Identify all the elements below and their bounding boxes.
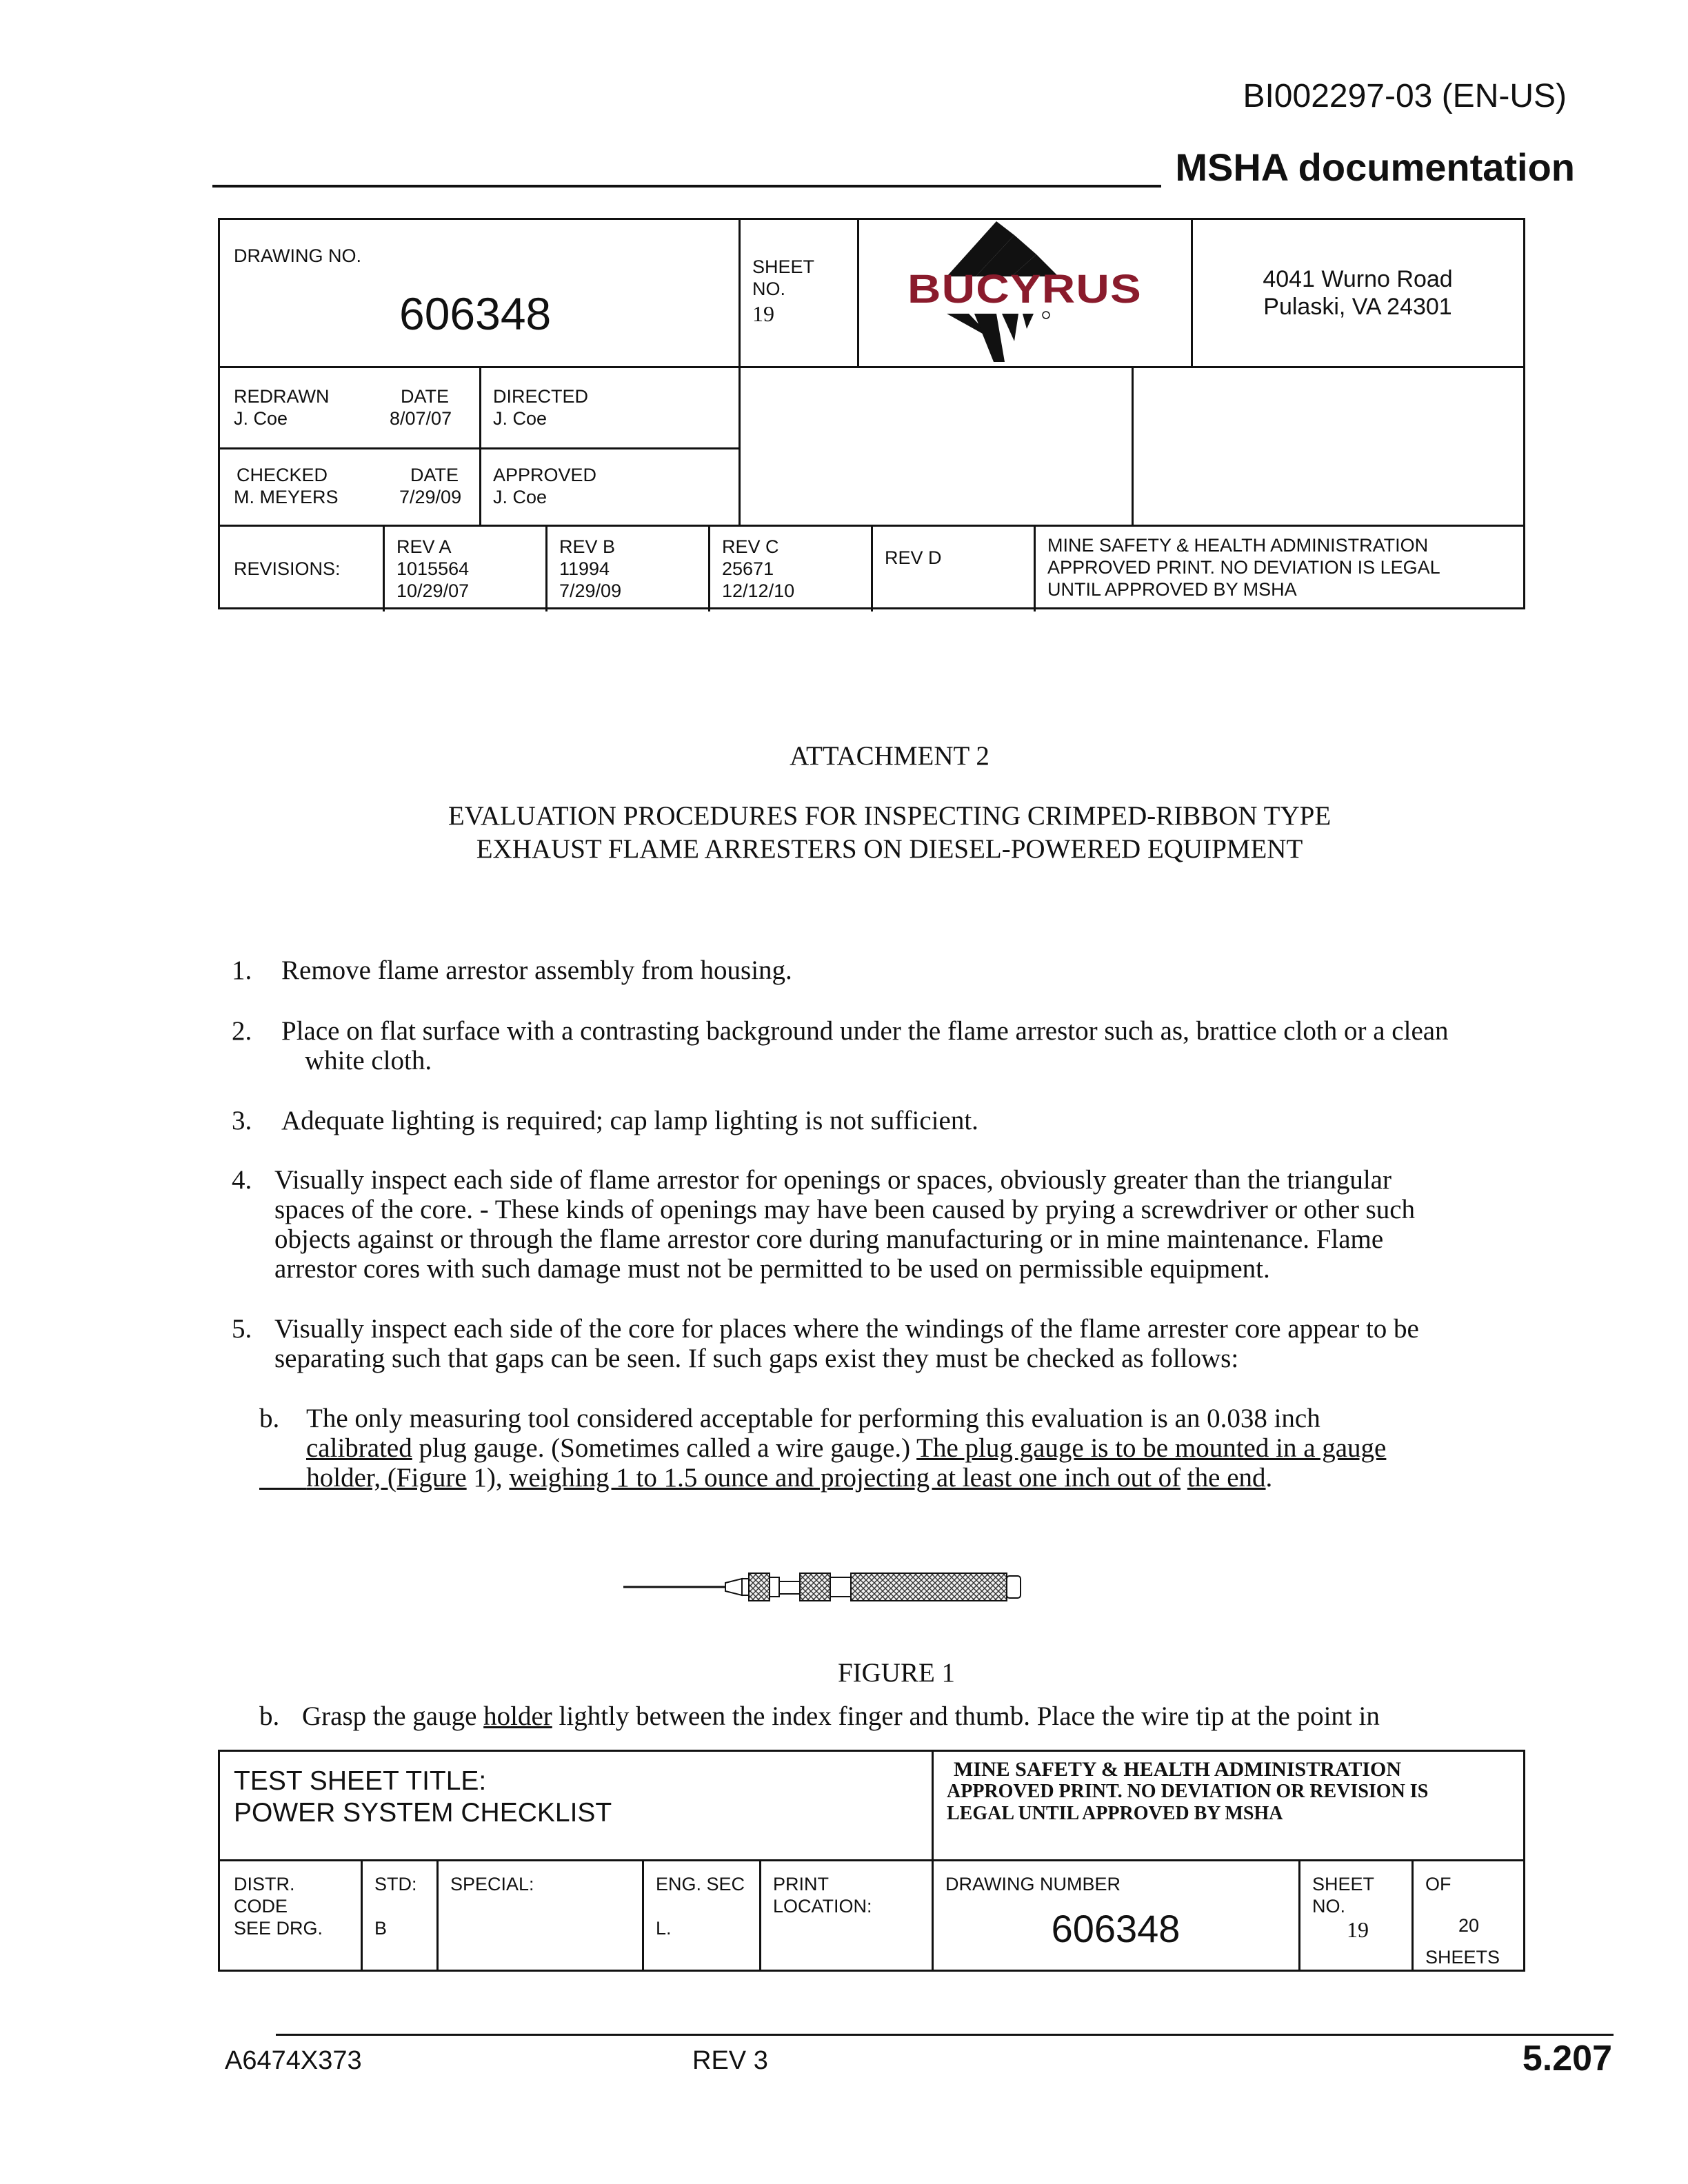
list-item-number: 3. — [232, 1106, 252, 1135]
rev-a-date: 10/29/07 — [396, 580, 470, 601]
msha-line-1: MINE SAFETY & HEALTH ADMINISTRATION — [954, 1758, 1401, 1781]
sheet-no-bottom-label-2: NO. — [1312, 1896, 1346, 1917]
sub-item-text — [1180, 1463, 1187, 1493]
underlined-text: holder — [483, 1701, 552, 1731]
attachment-title: ATTACHMENT 2 — [790, 741, 989, 771]
underlined-text: weighing 1 to 1.5 ounce and projecting at least one inch out of — [509, 1463, 1181, 1493]
list-item — [232, 1165, 1542, 1284]
of-value: 20 — [1458, 1915, 1480, 1936]
rev-a-number: 1015564 — [396, 558, 470, 579]
tb-line — [1298, 1859, 1300, 1970]
sub-item-text: lightly between the index finger and thumb. Place the wire tip at the point in — [552, 1701, 1380, 1731]
footer-part-number: A6474X373 — [225, 2046, 362, 2075]
tb-line — [1132, 366, 1134, 525]
list-item-text-line: Place on flat surface with a contrasting background under the flame arrestor such as, brattice cloth or a clean — [281, 1016, 1449, 1046]
page-number: 5.207 — [1522, 2039, 1612, 2079]
logo-text: BUCYRUS — [907, 267, 1142, 312]
logo-mark-icon — [858, 220, 1191, 366]
msha-note-line-3: UNTIL APPROVED BY MSHA — [1047, 579, 1297, 600]
list-item-text-line: objects against or through the flame arrestor core during manufacturing or in mine maintenance. Flame — [274, 1224, 1384, 1254]
list-item-number: 4. — [232, 1165, 252, 1195]
tb-line — [1411, 1859, 1414, 1970]
figure-caption: FIGURE 1 — [837, 1658, 956, 1688]
sub-item-line — [259, 1463, 1542, 1493]
sub-item-letter: b. — [259, 1701, 280, 1731]
drawing-no-label: DRAWING NO. — [234, 245, 361, 266]
sub-item-text: Grasp the gauge — [302, 1701, 484, 1731]
msha-note — [1047, 534, 1440, 600]
sheet-no-bottom — [1312, 1873, 1374, 1917]
tb-line — [738, 220, 741, 525]
sheet-no-label-1: SHEET — [752, 256, 815, 277]
msha-line-2: APPROVED PRINT. NO DEVIATION OR REVISION IS — [947, 1781, 1429, 1802]
sheet-no-bottom-value: 19 — [1347, 1917, 1369, 1942]
section-title: MSHA documentation — [1175, 145, 1575, 189]
redrawn-date-label: DATE — [401, 386, 450, 407]
sub-item-text: . — [1265, 1463, 1273, 1493]
checked-label: CHECKED — [237, 465, 328, 485]
address — [1192, 265, 1523, 321]
distr-label-2: CODE — [234, 1896, 288, 1917]
drawing-number-value: 606348 — [1051, 1907, 1180, 1950]
list-item — [232, 1314, 1542, 1373]
sub-item-text: 1), — [466, 1463, 510, 1493]
tb-line — [759, 1859, 761, 1970]
special-label: SPECIAL: — [450, 1874, 534, 1894]
of-label: OF — [1425, 1874, 1451, 1894]
sub-item — [259, 1701, 1542, 1731]
address-line-2: Pulaski, VA 24301 — [1263, 294, 1452, 320]
sheets-label: SHEETS — [1425, 1947, 1500, 1968]
title-block-top — [218, 218, 1525, 609]
heading-line-1: EVALUATION PROCEDURES FOR INSPECTING CRIMPED-RIBBON TYPE — [448, 801, 1332, 831]
redrawn-by: J. Coe — [234, 408, 288, 429]
sub-item-text: plug gauge. (Sometimes called a wire gauge.) — [412, 1433, 917, 1463]
list-item-number: 1. — [232, 956, 252, 985]
tb-line — [361, 1859, 363, 1970]
bucyrus-logo — [858, 220, 1191, 366]
tb-line — [708, 525, 710, 611]
redrawn-date: 8/07/07 — [390, 408, 452, 429]
list-item-text-line: spaces of the core. - These kinds of openings may have been caused by prying a screwdriver or other such — [274, 1195, 1416, 1224]
list-item-text: Adequate lighting is required; cap lamp lighting is not sufficient. — [281, 1106, 978, 1135]
checked-date: 7/29/09 — [399, 487, 462, 507]
msha-line-3: LEGAL UNTIL APPROVED BY MSHA — [947, 1803, 1283, 1824]
approved-label: APPROVED — [493, 465, 597, 485]
footer-rule — [276, 2034, 1614, 2036]
eng-sec-value: L. — [656, 1918, 672, 1939]
list-item-number: 2. — [232, 1016, 252, 1046]
test-sheet-title-value: POWER SYSTEM CHECKLIST — [234, 1798, 612, 1828]
msha-note-line-2: APPROVED PRINT. NO DEVIATION IS LEGAL — [1047, 557, 1440, 578]
sheet-no-bottom-label-1: SHEET — [1312, 1874, 1375, 1894]
list-item-text-line: separating such that gaps can be seen. If such gaps exist they must be checked as follows: — [274, 1344, 1239, 1373]
underline-indent — [259, 1463, 306, 1493]
sub-item-line — [306, 1433, 1542, 1463]
list-item-text: Remove flame arrestor assembly from housing. — [281, 956, 792, 985]
list-item — [232, 956, 1542, 985]
tb-line — [642, 1859, 644, 1970]
tb-line — [383, 525, 385, 611]
approved-by: J. Coe — [493, 487, 547, 507]
rev-b-number: 11994 — [559, 558, 610, 579]
list-item — [232, 1016, 1542, 1075]
directed-by: J. Coe — [493, 408, 547, 429]
rev-c-date: 12/12/10 — [722, 580, 795, 601]
list-item-text-line: Visually inspect each side of the core for places where the windings of the flame arrester core appear to be — [274, 1314, 1419, 1344]
tb-line — [220, 1859, 1523, 1861]
sheet-no-label-2: NO. — [752, 279, 786, 299]
procedure-heading — [0, 800, 1688, 866]
distr-code — [234, 1873, 323, 1939]
rev-b-label: REV B — [559, 536, 616, 557]
checked-by: M. MEYERS — [234, 487, 339, 507]
list-item-text-line: Visually inspect each side of flame arrestor for openings or spaces, obviously greater than the triangular — [274, 1165, 1391, 1195]
list-item-text-line: arrestor cores with such damage must not be permitted to be used on permissible equipment. — [274, 1254, 1270, 1284]
std-value: B — [374, 1918, 388, 1939]
test-sheet-title — [234, 1766, 612, 1829]
list-item-number: 5. — [232, 1314, 252, 1344]
heading-line-2: EXHAUST FLAME ARRESTERS ON DIESEL-POWERED EQUIPMENT — [476, 834, 1303, 864]
rev-b-date: 7/29/09 — [559, 580, 622, 601]
list-item — [232, 1106, 1542, 1135]
print-location — [773, 1873, 872, 1917]
rev-c-number: 25671 — [722, 558, 774, 579]
print-location-label-1: PRINT — [773, 1874, 829, 1894]
distr-value: SEE DRG. — [234, 1918, 323, 1939]
drawing-number-label: DRAWING NUMBER — [945, 1874, 1121, 1894]
underlined-text: the end — [1187, 1463, 1266, 1493]
directed-label: DIRECTED — [493, 386, 589, 407]
tb-line — [871, 525, 873, 611]
sub-item — [259, 1404, 1542, 1493]
sub-item-line: The only measuring tool considered acceptable for performing this evaluation is an 0.038 inch — [306, 1404, 1320, 1433]
distr-label-1: DISTR. — [234, 1874, 295, 1894]
plug-gauge-icon — [621, 1555, 1103, 1617]
document-id: BI002297-03 (EN-US) — [1243, 78, 1567, 114]
rev-c-label: REV C — [722, 536, 779, 557]
list-item-text-line: white cloth. — [305, 1046, 432, 1075]
tb-line — [545, 525, 547, 611]
eng-sec-label: ENG. SEC — [656, 1874, 745, 1894]
tb-line — [436, 1859, 439, 1970]
underlined-text: calibrated — [306, 1433, 412, 1463]
tb-line — [1034, 525, 1036, 611]
address-line-1: 4041 Wurno Road — [1263, 266, 1453, 292]
test-sheet-title-label: TEST SHEET TITLE: — [234, 1766, 487, 1796]
tb-line — [220, 366, 1523, 368]
underlined-text: holder, (Figure — [306, 1463, 467, 1493]
redrawn-label: REDRAWN — [234, 386, 330, 407]
underlined-text: The plug gauge is to be mounted in a gauge — [916, 1433, 1387, 1463]
msha-note-line-1: MINE SAFETY & HEALTH ADMINISTRATION — [1047, 535, 1429, 556]
rev-a-label: REV A — [396, 536, 452, 557]
sub-item-letter: b. — [259, 1404, 280, 1433]
sub-item-line — [302, 1701, 1542, 1731]
footer-revision: REV 3 — [692, 2046, 768, 2075]
tb-line — [479, 366, 481, 525]
plug-gauge-figure — [621, 1555, 1103, 1617]
checked-date-label: DATE — [410, 465, 459, 485]
header-rule — [212, 185, 1161, 188]
std-label: STD: — [374, 1874, 417, 1894]
rev-d-label: REV D — [885, 547, 942, 568]
drawing-no-value: 606348 — [399, 288, 552, 339]
msha-approval-note — [947, 1759, 1428, 1825]
print-location-label-2: LOCATION: — [773, 1896, 872, 1917]
revisions-label: REVISIONS: — [234, 558, 341, 579]
title-block-bottom — [218, 1750, 1525, 1972]
sheet-no-value: 19 — [752, 301, 774, 326]
